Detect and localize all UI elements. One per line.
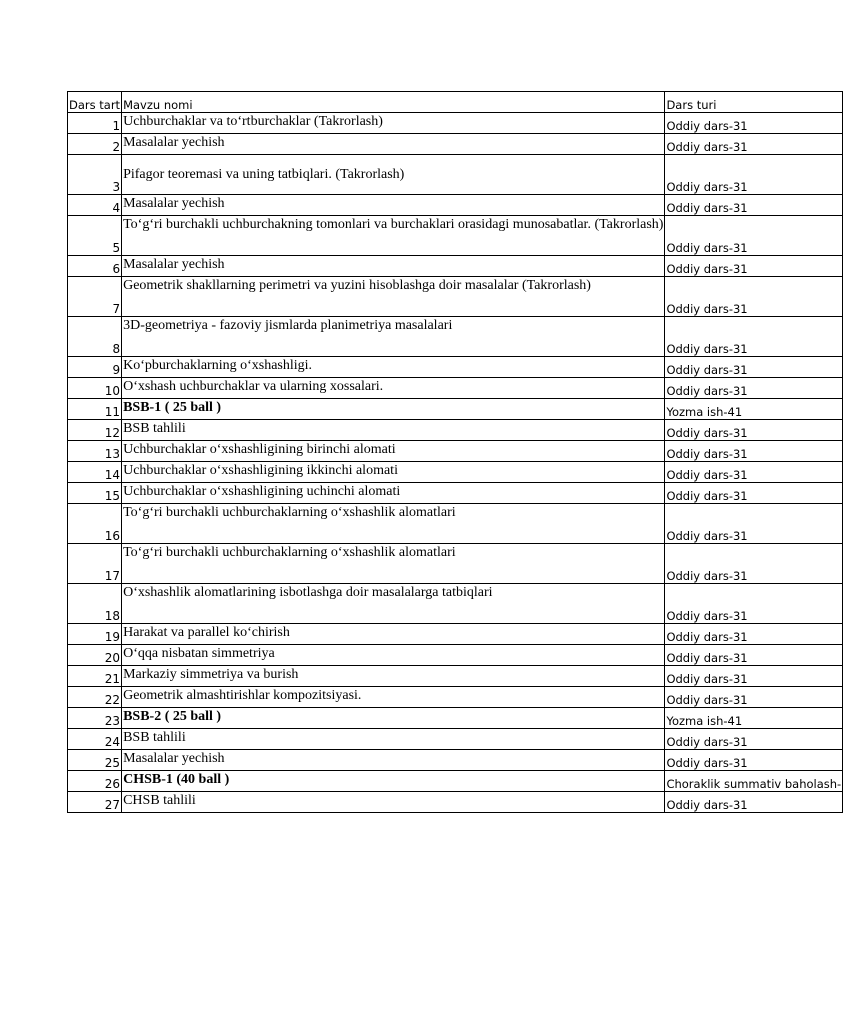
row-topic: O‘qqa nisbatan simmetriya [122, 645, 665, 666]
row-number: 16 [68, 504, 122, 544]
row-number: 7 [68, 277, 122, 317]
row-topic: Uchburchaklar o‘xshashligining ikkinchi alomati [122, 462, 665, 483]
row-type: Yozma ish-41 [665, 708, 843, 729]
row-type: Oddiy dars-31 [665, 317, 843, 357]
row-number: 15 [68, 483, 122, 504]
row-number: 14 [68, 462, 122, 483]
row-type: Oddiy dars-31 [665, 113, 843, 134]
row-topic: Ko‘pburchaklarning o‘xshashligi. [122, 357, 665, 378]
row-number: 1 [68, 113, 122, 134]
row-type: Choraklik summativ baholash- [665, 771, 843, 792]
row-number: 17 [68, 544, 122, 584]
table-row [68, 584, 843, 624]
row-number: 3 [68, 155, 122, 195]
table-row [68, 155, 843, 195]
table-row [68, 420, 843, 441]
row-number: 12 [68, 420, 122, 441]
table-row [68, 357, 843, 378]
row-number: 19 [68, 624, 122, 645]
row-type: Oddiy dars-31 [665, 155, 843, 195]
row-number: 27 [68, 792, 122, 813]
table-row [68, 666, 843, 687]
table-row [68, 216, 843, 256]
row-type: Oddiy dars-31 [665, 544, 843, 584]
table-row [68, 624, 843, 645]
row-topic: BSB-1 ( 25 ball ) [122, 399, 665, 420]
table-row [68, 441, 843, 462]
row-topic: O‘xshash uchburchaklar va ularning xossalari. [122, 378, 665, 399]
row-number: 6 [68, 256, 122, 277]
row-type: Oddiy dars-31 [665, 420, 843, 441]
row-type: Oddiy dars-31 [665, 134, 843, 155]
header-number: Dars tart [68, 92, 122, 113]
row-topic: BSB tahlili [122, 420, 665, 441]
table-row [68, 750, 843, 771]
row-topic: O‘xshashlik alomatlarining isbotlashga doir masalalarga tatbiqlari [122, 584, 665, 624]
row-topic: BSB-2 ( 25 ball ) [122, 708, 665, 729]
row-type: Oddiy dars-31 [665, 216, 843, 256]
row-number: 4 [68, 195, 122, 216]
table-row [68, 645, 843, 666]
row-type: Oddiy dars-31 [665, 195, 843, 216]
row-topic: To‘g‘ri burchakli uchburchakning tomonlari va burchaklari orasidagi munosabatlar. (Takrorlash) [122, 216, 665, 256]
row-topic: Geometrik shakllarning perimetri va yuzini hisoblashga doir masalalar (Takrorlash) [122, 277, 665, 317]
row-number: 24 [68, 729, 122, 750]
row-type: Oddiy dars-31 [665, 687, 843, 708]
row-number: 5 [68, 216, 122, 256]
table-row [68, 729, 843, 750]
row-topic: Geometrik almashtirishlar kompozitsiyasi. [122, 687, 665, 708]
header-type: Dars turi [665, 92, 843, 113]
row-type: Oddiy dars-31 [665, 357, 843, 378]
row-topic: Masalalar yechish [122, 256, 665, 277]
row-type: Oddiy dars-31 [665, 792, 843, 813]
row-type: Oddiy dars-31 [665, 277, 843, 317]
row-number: 18 [68, 584, 122, 624]
row-topic: Masalalar yechish [122, 750, 665, 771]
table-row [68, 462, 843, 483]
row-topic: 3D-geometriya - fazoviy jismlarda planimetriya masalalari [122, 317, 665, 357]
table-row [68, 504, 843, 544]
row-type: Oddiy dars-31 [665, 729, 843, 750]
row-number: 20 [68, 645, 122, 666]
row-number: 9 [68, 357, 122, 378]
row-topic: Uchburchaklar va to‘rtburchaklar (Takrorlash) [122, 113, 665, 134]
row-topic: CHSB-1 (40 ball ) [122, 771, 665, 792]
row-type: Oddiy dars-31 [665, 441, 843, 462]
table-row [68, 134, 843, 155]
row-type: Oddiy dars-31 [665, 666, 843, 687]
row-number: 23 [68, 708, 122, 729]
row-topic: BSB tahlili [122, 729, 665, 750]
row-number: 8 [68, 317, 122, 357]
table-row [68, 277, 843, 317]
table-row [68, 483, 843, 504]
row-number: 13 [68, 441, 122, 462]
table-row [68, 399, 843, 420]
lesson-plan-table [67, 91, 843, 813]
row-topic: Harakat va parallel ko‘chirish [122, 624, 665, 645]
table-row [68, 195, 843, 216]
row-type: Oddiy dars-31 [665, 584, 843, 624]
row-topic: Uchburchaklar o‘xshashligining birinchi alomati [122, 441, 665, 462]
row-number: 11 [68, 399, 122, 420]
row-number: 10 [68, 378, 122, 399]
row-type: Oddiy dars-31 [665, 483, 843, 504]
table-row [68, 378, 843, 399]
row-number: 22 [68, 687, 122, 708]
row-type: Yozma ish-41 [665, 399, 843, 420]
row-type: Oddiy dars-31 [665, 256, 843, 277]
row-number: 25 [68, 750, 122, 771]
table-row [68, 792, 843, 813]
header-topic: Mavzu nomi [122, 92, 665, 113]
row-number: 2 [68, 134, 122, 155]
row-number: 26 [68, 771, 122, 792]
row-number: 21 [68, 666, 122, 687]
row-type: Oddiy dars-31 [665, 750, 843, 771]
row-topic: Masalalar yechish [122, 195, 665, 216]
row-topic: Pifagor teoremasi va uning tatbiqlari. (Takrorlash) [122, 155, 665, 195]
row-type: Oddiy dars-31 [665, 462, 843, 483]
table-row [68, 544, 843, 584]
table-row [68, 687, 843, 708]
table-row [68, 113, 843, 134]
row-topic: Masalalar yechish [122, 134, 665, 155]
row-topic: To‘g‘ri burchakli uchburchaklarning o‘xshashlik alomatlari [122, 544, 665, 584]
row-type: Oddiy dars-31 [665, 504, 843, 544]
row-type: Oddiy dars-31 [665, 645, 843, 666]
row-topic: CHSB tahlili [122, 792, 665, 813]
row-type: Oddiy dars-31 [665, 624, 843, 645]
table-row [68, 256, 843, 277]
table-row [68, 708, 843, 729]
row-type: Oddiy dars-31 [665, 378, 843, 399]
table-row [68, 317, 843, 357]
row-topic: Markaziy simmetriya va burish [122, 666, 665, 687]
row-topic: Uchburchaklar o‘xshashligining uchinchi alomati [122, 483, 665, 504]
table-row [68, 771, 843, 792]
row-topic: To‘g‘ri burchakli uchburchaklarning o‘xshashlik alomatlari [122, 504, 665, 544]
header-row [68, 92, 843, 113]
